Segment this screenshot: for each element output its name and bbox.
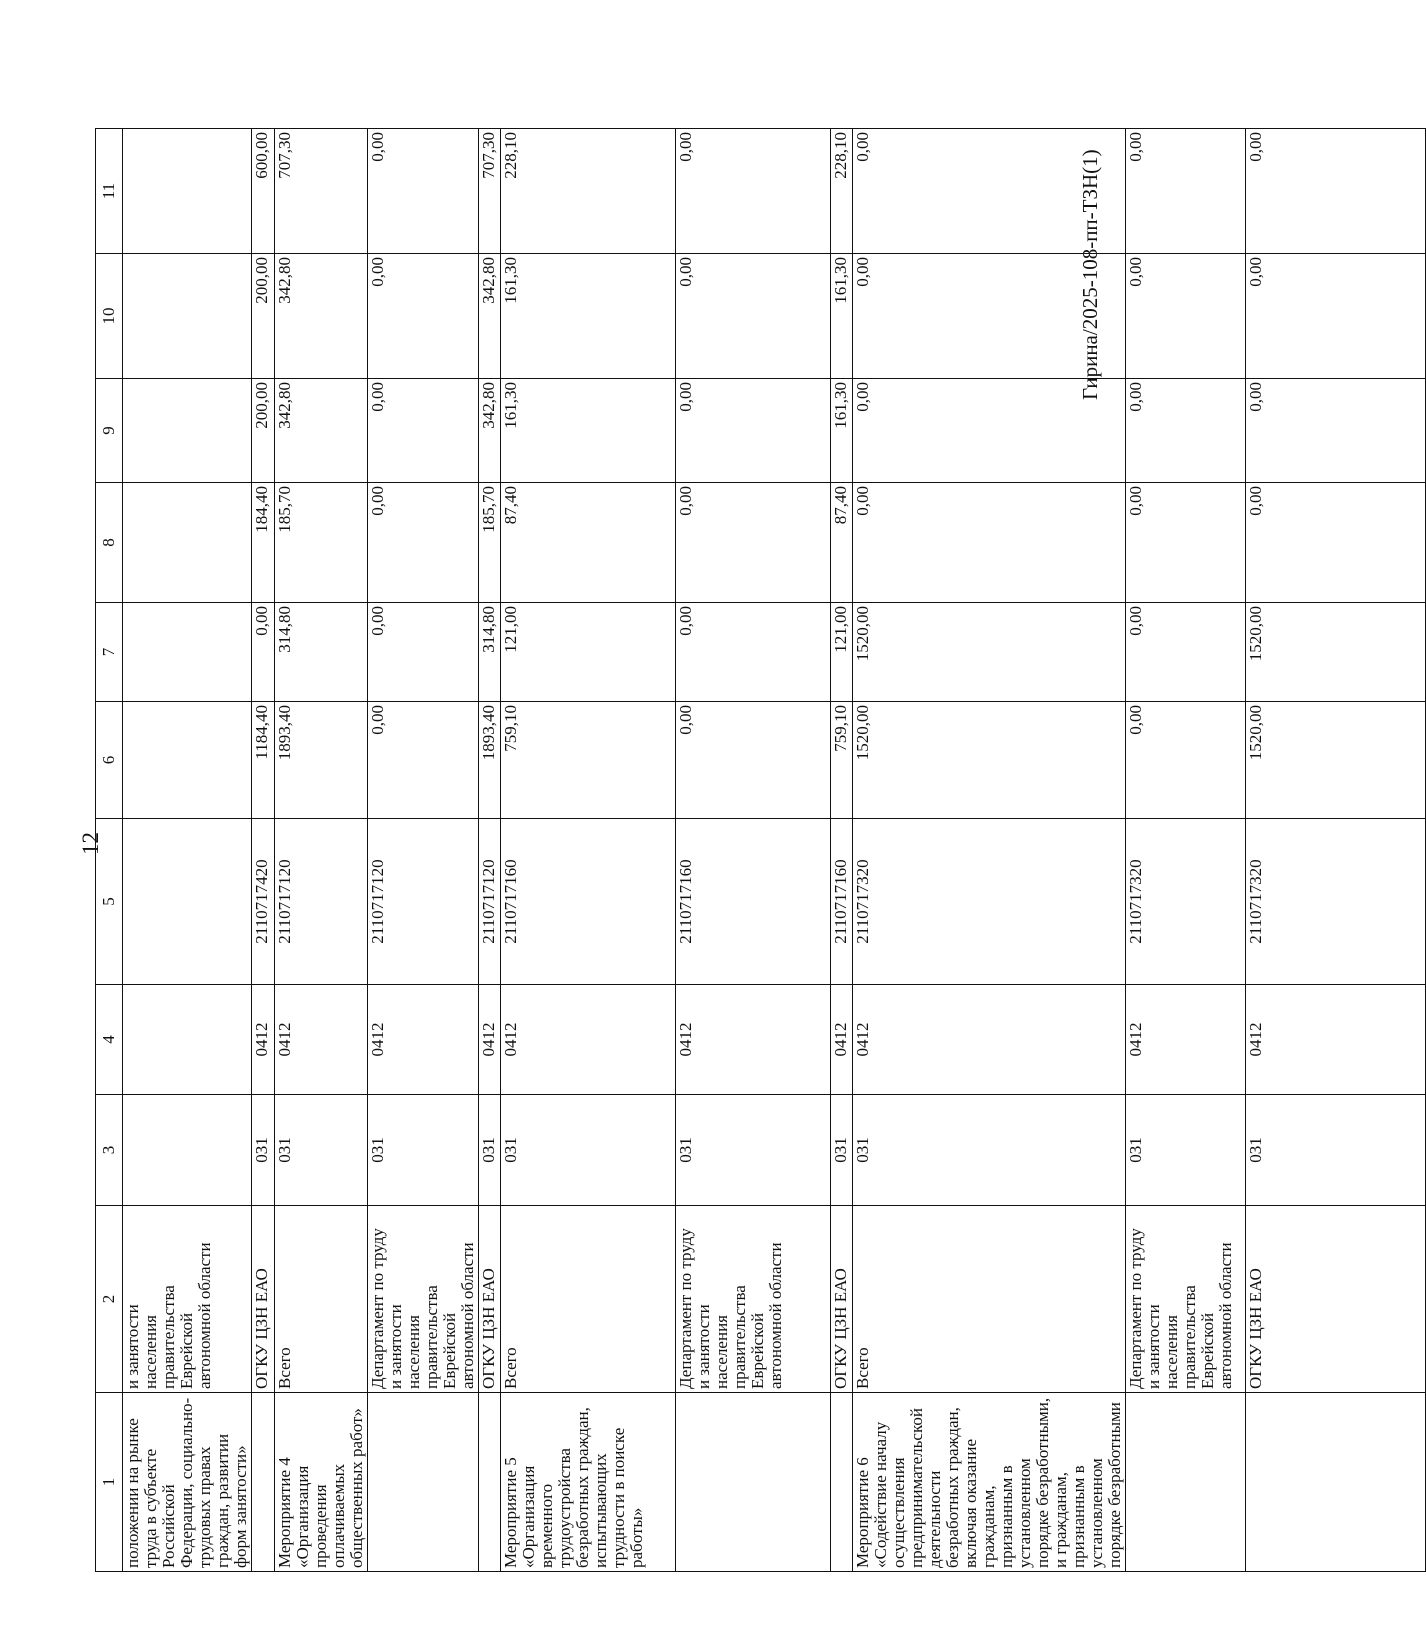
cell-text-line: ОГКУ ЦЗН ЕАО	[1246, 1268, 1265, 1389]
year-cell-3: 161,30	[831, 379, 853, 483]
cell-text-line: безработных граждан,	[943, 1407, 962, 1568]
year-cell-2	[123, 483, 252, 603]
year-cell-5: 228,10	[501, 129, 676, 254]
target-article-cell: 2110717160	[676, 819, 831, 985]
table-row	[501, 129, 676, 1572]
target-article-cell: 2110717320	[1126, 819, 1246, 985]
year-cell-1: 1520,00	[853, 603, 1126, 702]
column-number-header: 1	[96, 1393, 123, 1572]
year-cell-5: 228,10	[831, 129, 853, 254]
section-cell: 0412	[853, 985, 1126, 1095]
cell-text-line: общественных работ»	[347, 1408, 366, 1568]
year-cell-1: 1520,00	[1246, 603, 1426, 702]
cell-text-line: временного	[537, 1483, 556, 1568]
cell-text-line: Департамент по труду	[676, 1228, 695, 1389]
cell-text-line: и занятости	[123, 1304, 142, 1389]
cell-text-line: проведения	[311, 1484, 330, 1568]
grbs-cell: 031	[368, 1095, 479, 1206]
cell-text-line: и занятости	[1144, 1304, 1163, 1389]
executor-cell	[123, 1206, 252, 1393]
year-cell-4: 342,80	[275, 254, 368, 379]
cell-text-line: и занятости	[694, 1304, 713, 1389]
cell-text-line: Федерации, социально-	[177, 1397, 196, 1568]
table-row	[123, 129, 252, 1572]
section-cell: 0412	[1246, 985, 1426, 1095]
total-cell	[123, 702, 252, 819]
section-cell: 0412	[368, 985, 479, 1095]
table-row	[676, 129, 831, 1572]
cell-text-line: автономной области	[766, 1242, 785, 1389]
year-cell-3: 0,00	[1246, 379, 1426, 483]
cell-text-line: «Организация	[519, 1465, 538, 1568]
measure-cell	[275, 1393, 368, 1572]
year-cell-3: 0,00	[368, 379, 479, 483]
year-cell-5: 0,00	[1126, 129, 1246, 254]
column-number-header: 11	[96, 129, 123, 254]
cell-text-line: работы»	[627, 1507, 646, 1568]
year-cell-3: 342,80	[479, 379, 501, 483]
target-article-cell: 2110717120	[479, 819, 501, 985]
grbs-cell: 031	[1246, 1095, 1426, 1206]
cell-text-line: автономной области	[195, 1242, 214, 1389]
cell-text-line: населения	[141, 1315, 160, 1389]
grbs-cell: 031	[479, 1095, 501, 1206]
cell-text-line: ОГКУ ЦЗН ЕАО	[479, 1268, 498, 1389]
year-cell-4: 161,30	[831, 254, 853, 379]
column-number-header: 6	[96, 702, 123, 819]
column-number-header: 4	[96, 985, 123, 1095]
executor-cell	[275, 1206, 368, 1393]
year-cell-1: 0,00	[252, 603, 275, 702]
cell-text-line: Еврейской	[177, 1312, 196, 1389]
cell-text-line: Всего	[275, 1347, 294, 1389]
table-row	[252, 129, 275, 1572]
measure-cell	[501, 1393, 676, 1572]
section-cell: 0412	[252, 985, 275, 1095]
cell-text-line: трудности в поиске	[609, 1427, 628, 1568]
year-cell-2: 87,40	[831, 483, 853, 603]
measure-cell	[676, 1393, 831, 1572]
grbs-cell: 031	[501, 1095, 676, 1206]
financing-table	[95, 128, 1426, 1572]
year-cell-1: 0,00	[1126, 603, 1246, 702]
executor-cell	[676, 1206, 831, 1393]
cell-text-line: признанным в	[997, 1465, 1016, 1568]
cell-text-line: Еврейской	[440, 1312, 459, 1389]
cell-text-line: деятельности	[925, 1470, 944, 1568]
year-cell-3: 0,00	[1126, 379, 1246, 483]
total-cell: 1184,40	[252, 702, 275, 819]
table-row	[368, 129, 479, 1572]
year-cell-4: 0,00	[1126, 254, 1246, 379]
cell-text-line: включая оказание	[961, 1438, 980, 1568]
year-cell-3	[123, 379, 252, 483]
table-row	[479, 129, 501, 1572]
cell-text-line: трудоустройства	[555, 1448, 574, 1568]
total-cell: 1893,40	[275, 702, 368, 819]
cell-text-line: предпринимательской	[907, 1408, 926, 1568]
total-cell: 0,00	[1126, 702, 1246, 819]
cell-text-line: и гражданам,	[1051, 1472, 1070, 1568]
cell-text-line: населения	[1162, 1315, 1181, 1389]
year-cell-5: 0,00	[853, 129, 1126, 254]
cell-text-line: и занятости	[386, 1304, 405, 1389]
target-article-cell: 2110717320	[1246, 819, 1426, 985]
year-cell-3: 161,30	[501, 379, 676, 483]
year-cell-5: 0,00	[368, 129, 479, 254]
cell-text-line: безработных граждан,	[573, 1407, 592, 1568]
year-cell-2: 0,00	[1126, 483, 1246, 603]
year-cell-1: 314,80	[479, 603, 501, 702]
cell-text-line: Мероприятие 5	[501, 1457, 520, 1568]
executor-cell	[1246, 1206, 1426, 1393]
column-number-header: 7	[96, 603, 123, 702]
year-cell-2: 185,70	[275, 483, 368, 603]
executor-cell	[368, 1206, 479, 1393]
cell-text-line: осуществления	[889, 1457, 908, 1568]
year-cell-3: 0,00	[676, 379, 831, 483]
cell-text-line: испытывающих	[591, 1453, 610, 1568]
measure-cell	[831, 1393, 853, 1572]
grbs-cell: 031	[275, 1095, 368, 1206]
year-cell-2: 0,00	[676, 483, 831, 603]
cell-text-line: правительства	[159, 1285, 178, 1389]
year-cell-5	[123, 129, 252, 254]
grbs-cell: 031	[676, 1095, 831, 1206]
target-article-cell: 2110717160	[831, 819, 853, 985]
header-row	[96, 129, 123, 1572]
cell-text-line: правительства	[730, 1285, 749, 1389]
column-number-header: 8	[96, 483, 123, 603]
executor-cell	[1126, 1206, 1246, 1393]
year-cell-3: 342,80	[275, 379, 368, 483]
cell-text-line: Департамент по труду	[1126, 1228, 1145, 1389]
measure-cell	[853, 1393, 1126, 1572]
year-cell-4: 0,00	[853, 254, 1126, 379]
column-number-header: 3	[96, 1095, 123, 1206]
executor-cell	[853, 1206, 1126, 1393]
grbs-cell: 031	[831, 1095, 853, 1206]
cell-text-line: гражданам,	[979, 1485, 998, 1568]
table-row	[1126, 129, 1246, 1572]
document-code: Гирина/2025-108-пп-ТЗН(1)	[1078, 149, 1102, 400]
column-number-header: 2	[96, 1206, 123, 1393]
year-cell-2: 184,40	[252, 483, 275, 603]
cell-text-line: признанным в	[1069, 1465, 1088, 1568]
cell-text-line: автономной области	[458, 1242, 477, 1389]
cell-text-line: Еврейской	[748, 1312, 767, 1389]
year-cell-4: 161,30	[501, 254, 676, 379]
year-cell-3: 200,00	[252, 379, 275, 483]
cell-text-line: ОГКУ ЦЗН ЕАО	[831, 1268, 850, 1389]
measure-cell	[479, 1393, 501, 1572]
year-cell-1: 314,80	[275, 603, 368, 702]
cell-text-line: Мероприятие 4	[275, 1457, 294, 1568]
column-number-header: 10	[96, 254, 123, 379]
year-cell-2: 87,40	[501, 483, 676, 603]
target-article-cell	[123, 819, 252, 985]
year-cell-1: 121,00	[501, 603, 676, 702]
cell-text-line: Департамент по труду	[368, 1228, 387, 1389]
year-cell-5: 707,30	[479, 129, 501, 254]
measure-cell	[123, 1393, 252, 1572]
year-cell-2: 0,00	[1246, 483, 1426, 603]
cell-text-line: трудовых правах	[195, 1446, 214, 1568]
year-cell-5: 0,00	[1246, 129, 1426, 254]
section-cell: 0412	[479, 985, 501, 1095]
executor-cell	[479, 1206, 501, 1393]
column-number-header: 9	[96, 379, 123, 483]
year-cell-4: 0,00	[676, 254, 831, 379]
cell-text-line: «Организация	[293, 1465, 312, 1568]
grbs-cell: 031	[1126, 1095, 1246, 1206]
target-article-cell: 2110717420	[252, 819, 275, 985]
cell-text-line: правительства	[1180, 1285, 1199, 1389]
target-article-cell: 2110717120	[368, 819, 479, 985]
target-article-cell: 2110717120	[275, 819, 368, 985]
cell-text-line: населения	[712, 1315, 731, 1389]
year-cell-4: 342,80	[479, 254, 501, 379]
cell-text-line: населения	[404, 1315, 423, 1389]
page-number: 12	[78, 832, 103, 855]
cell-text-line: ОГКУ ЦЗН ЕАО	[252, 1268, 271, 1389]
cell-text-line: Российской	[159, 1484, 178, 1568]
table-row	[1246, 129, 1426, 1572]
measure-cell	[1126, 1393, 1246, 1572]
total-cell: 759,10	[501, 702, 676, 819]
cell-text-line: «Содействие началу	[871, 1421, 890, 1568]
column-number-header: 5	[96, 819, 123, 985]
section-cell: 0412	[831, 985, 853, 1095]
cell-text-line: установленном	[1087, 1458, 1106, 1568]
year-cell-1	[123, 603, 252, 702]
total-cell: 1893,40	[479, 702, 501, 819]
year-cell-4	[123, 254, 252, 379]
cell-text-line: правительства	[422, 1285, 441, 1389]
cell-text-line: Мероприятие 6	[853, 1457, 872, 1568]
year-cell-5: 707,30	[275, 129, 368, 254]
cell-text-line: положении на рынке	[123, 1418, 142, 1568]
year-cell-2: 185,70	[479, 483, 501, 603]
section-cell: 0412	[501, 985, 676, 1095]
section-cell	[123, 985, 252, 1095]
executor-cell	[501, 1206, 676, 1393]
table-row	[831, 129, 853, 1572]
measure-cell	[1246, 1393, 1426, 1572]
total-cell: 0,00	[368, 702, 479, 819]
year-cell-1: 0,00	[368, 603, 479, 702]
total-cell: 759,10	[831, 702, 853, 819]
grbs-cell	[123, 1095, 252, 1206]
measure-cell	[252, 1393, 275, 1572]
year-cell-2: 0,00	[853, 483, 1126, 603]
section-cell: 0412	[1126, 985, 1246, 1095]
year-cell-4: 0,00	[368, 254, 479, 379]
cell-text-line: Всего	[501, 1347, 520, 1389]
year-cell-2: 0,00	[368, 483, 479, 603]
executor-cell	[831, 1206, 853, 1393]
measure-cell	[368, 1393, 479, 1572]
total-cell: 1520,00	[853, 702, 1126, 819]
cell-text-line: порядке безработными	[1105, 1402, 1124, 1568]
table-row	[275, 129, 368, 1572]
cell-text-line: автономной области	[1216, 1242, 1235, 1389]
year-cell-5: 0,00	[676, 129, 831, 254]
year-cell-1: 121,00	[831, 603, 853, 702]
total-cell: 1520,00	[1246, 702, 1426, 819]
target-article-cell: 2110717320	[853, 819, 1126, 985]
cell-text-line: порядке безработными,	[1033, 1397, 1052, 1568]
cell-text-line: Всего	[853, 1347, 872, 1389]
cell-text-line: граждан, развитии	[213, 1433, 232, 1568]
year-cell-4: 200,00	[252, 254, 275, 379]
cell-text-line: труда в субъекте	[141, 1448, 160, 1568]
cell-text-line: Еврейской	[1198, 1312, 1217, 1389]
grbs-cell: 031	[853, 1095, 1126, 1206]
cell-text-line: оплачиваемых	[329, 1463, 348, 1568]
year-cell-3: 0,00	[853, 379, 1126, 483]
cell-text-line: установленном	[1015, 1458, 1034, 1568]
executor-cell	[252, 1206, 275, 1393]
target-article-cell: 2110717160	[501, 819, 676, 985]
year-cell-5: 600,00	[252, 129, 275, 254]
year-cell-4: 0,00	[1246, 254, 1426, 379]
section-cell: 0412	[275, 985, 368, 1095]
section-cell: 0412	[676, 985, 831, 1095]
grbs-cell: 031	[252, 1095, 275, 1206]
total-cell: 0,00	[676, 702, 831, 819]
cell-text-line: форм занятости»	[231, 1445, 250, 1568]
year-cell-1: 0,00	[676, 603, 831, 702]
